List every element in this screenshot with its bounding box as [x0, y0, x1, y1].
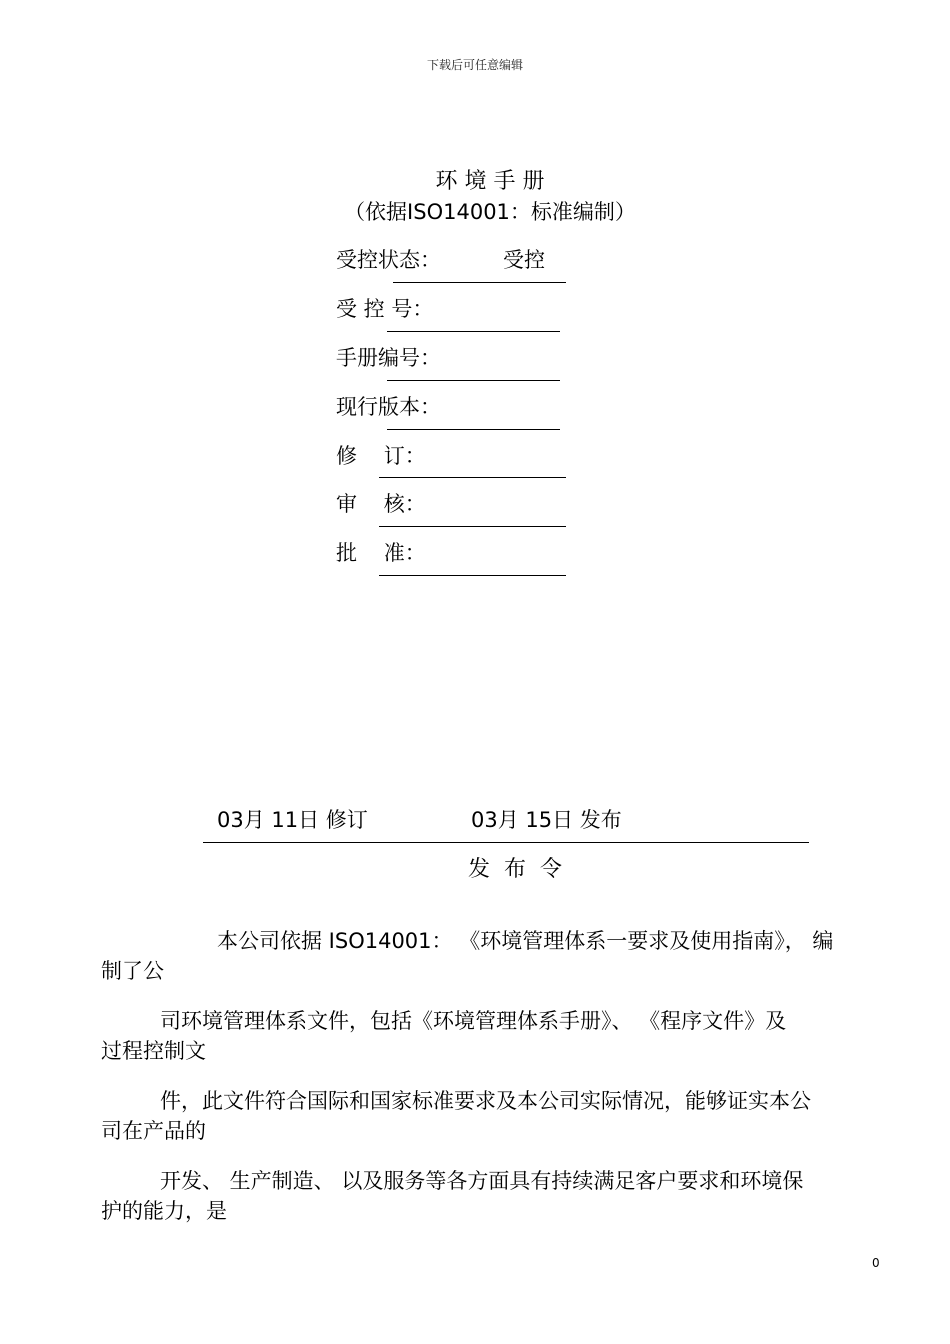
publish-date: 03月 15日 发布: [471, 808, 622, 832]
manual-title: 环 境 手 册: [435, 169, 545, 194]
paragraph-line: 过程控制文: [101, 1039, 206, 1063]
field-underline: [379, 477, 566, 478]
field-label-manual-number: 手册编号：: [336, 346, 441, 370]
paragraph-line: 件，此文件符合国际和国家标准要求及本公司实际情况，能够证实本公: [160, 1089, 811, 1113]
field-label-review: 审 核：: [336, 492, 426, 516]
page-number: 0: [872, 1256, 880, 1270]
field-underline: [379, 526, 566, 527]
field-underline: [379, 575, 566, 576]
field-label-revision: 修 订：: [336, 444, 426, 468]
paragraph-line: 开发、 生产制造、 以及服务等各方面具有持续满足客户要求和环境保: [160, 1169, 804, 1193]
field-underline: [387, 331, 560, 332]
paragraph-line: 护的能力，是: [101, 1199, 227, 1223]
paragraph-line: 司在产品的: [101, 1119, 206, 1143]
field-label-control-status: 受控状态：: [336, 248, 441, 272]
header-note: 下载后可任意编辑: [426, 58, 523, 72]
paragraph-line: 制了公: [101, 959, 164, 983]
paragraph-line: 本公司依据 ISO14001： 《环境管理体系一要求及使用指南》， 编: [217, 929, 834, 953]
manual-subtitle: （依据ISO14001：标准编制）: [344, 200, 636, 224]
field-value-control-status: 受控: [503, 248, 545, 272]
date-divider: [203, 842, 809, 843]
paragraph-line: 司环境管理体系文件，包括《环境管理体系手册》、 《程序文件》及: [160, 1009, 787, 1033]
field-label-approve: 批 准：: [336, 541, 426, 565]
field-underline: [387, 380, 560, 381]
decree-title: 发 布 令: [468, 857, 562, 882]
field-underline: [387, 429, 560, 430]
revision-date: 03月 11日 修订: [217, 808, 368, 832]
field-underline: [393, 282, 566, 283]
field-label-current-version: 现行版本：: [336, 395, 441, 419]
field-label-control-number: 受 控 号：: [336, 297, 434, 321]
